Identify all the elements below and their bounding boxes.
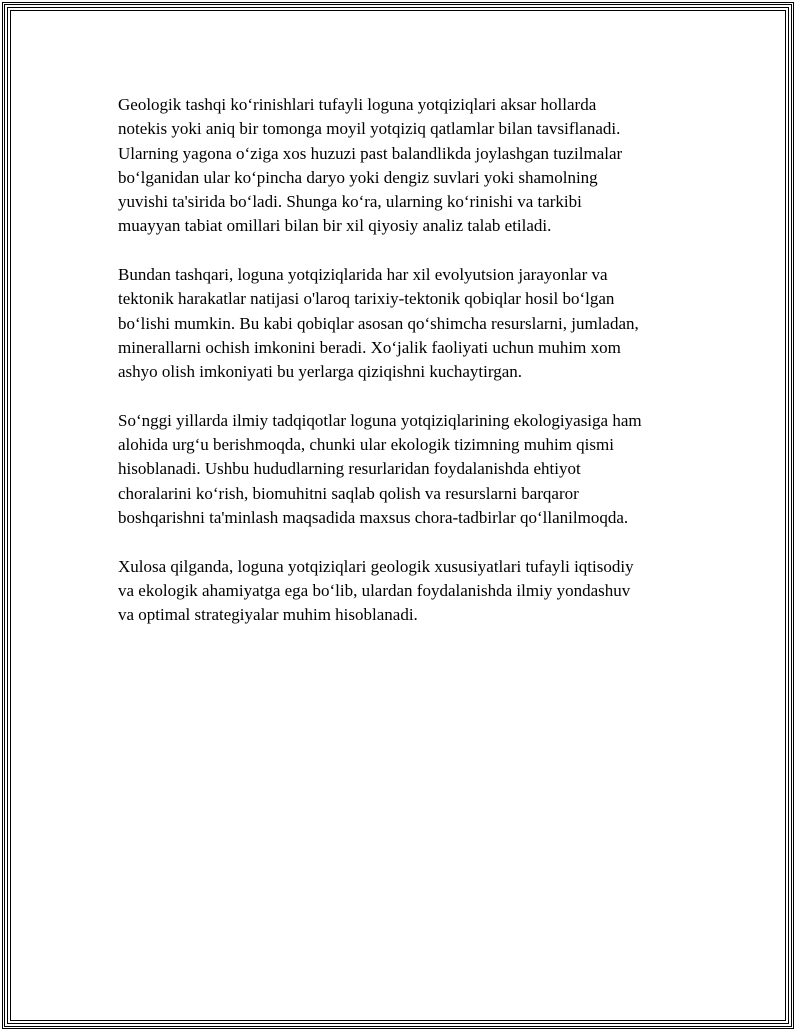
document-body — [118, 93, 698, 652]
paragraph-1: Geologik tashqi ko‘rinishlari tufayli loguna yotqiziqlari aksar hollarda notekis yoki aniq bir tomonga moyil yotqiziq qatlamlar bilan tavsiflanadi. Ularning yagona o‘ziga xos huzuzi past balandlikda joylashgan tuzilmalar bo‘lganidan ular ko‘pincha daryo yoki dengiz suvlari yoki shamolning yuvishi ta'sirida bo‘ladi. Shunga ko‘ra, ularning ko‘rinishi va tarkibi muayyan tabiat omillari bilan bir xil qiyosiy analiz talab etiladi. — [118, 95, 623, 236]
paragraph-3: So‘nggi yillarda ilmiy tadqiqotlar loguna yotqiziqlarining ekologiyasiga ham alohida urg‘u berishmoqda, chunki ular ekologik tizimning muhim qismi hisoblanadi. Ushbu hududlarning resurlaridan foydalanishda ehtiyot choralarini ko‘rish, biomuhitni saqlab qolish va resurslarni barqaror boshqarishni ta'minlash maqsadida maxsus chora-tadbirlar qo‘llanilmoqda. — [118, 410, 642, 528]
paragraph-4: Xulosa qilganda, loguna yotqiziqlari geologik xususiyatlari tufayli iqtisodiy va ekologik ahamiyatga ega bo‘lib, ulardan foydalanishda ilmiy yondashuv va optimal strategiyalar muhim hisoblanadi. — [118, 556, 634, 625]
paragraph-2: Bundan tashqari, loguna yotqiziqlarida har xil evolyutsion jarayonlar va tektonik harakatlar natijasi o'laroq tarixiy-tektonik qobiqlar hosil bo‘lgan bo‘lishi mumkin. Bu kabi qobiqlar asosan qo‘shimcha resurslarni, jumladan, minerallarni ochish imkonini beradi. Xo‘jalik faoliyati uchun muhim xom ashyo olish imkoniyati bu yerlarga qiziqishni kuchaytirgan. — [118, 265, 639, 382]
